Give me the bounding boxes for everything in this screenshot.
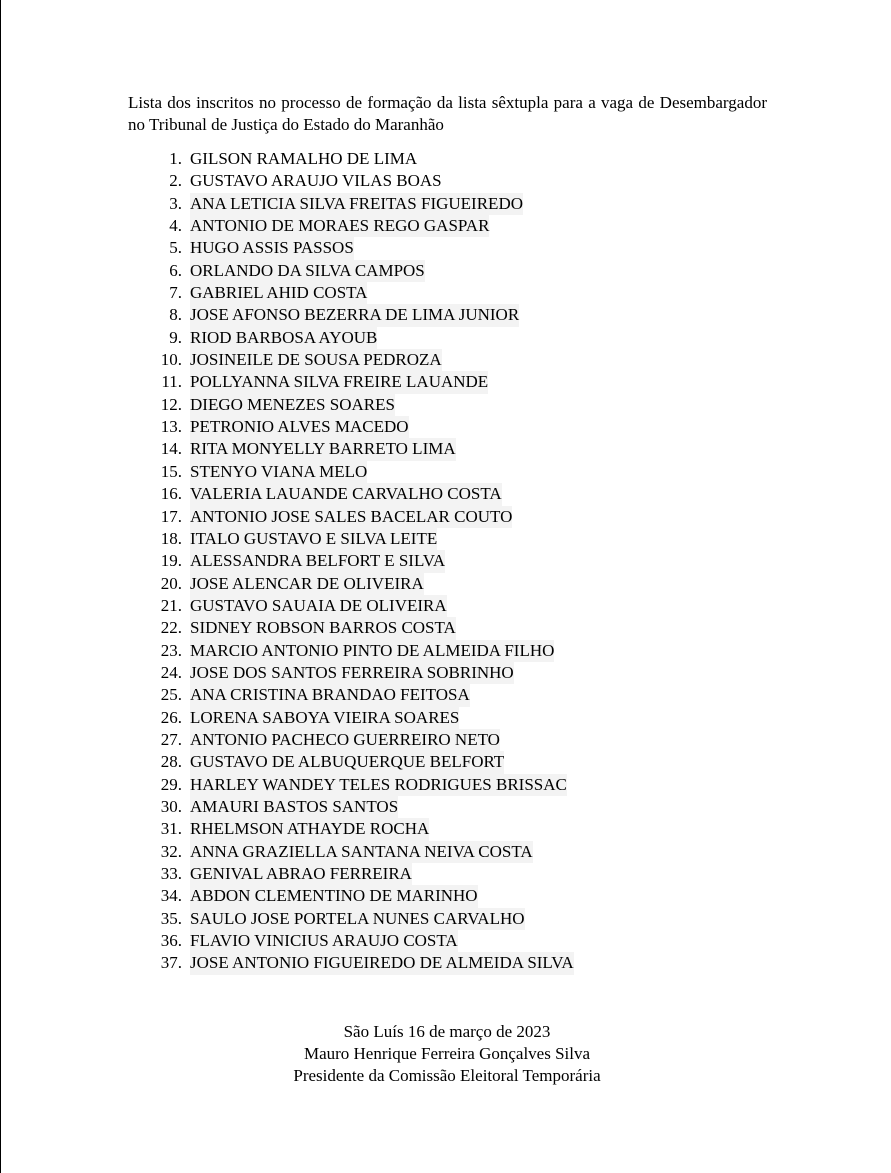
list-item-number: 5.	[169, 238, 182, 258]
candidate-name: JOSE AFONSO BEZERRA DE LIMA JUNIOR	[190, 304, 519, 326]
list-item	[151, 930, 574, 952]
candidate-name: ANA CRISTINA BRANDAO FEITOSA	[190, 684, 470, 706]
candidate-name: LORENA SABOYA VIEIRA SOARES	[190, 707, 459, 729]
candidate-name: SIDNEY ROBSON BARROS COSTA	[190, 617, 456, 639]
candidate-name: JOSE ALENCAR DE OLIVEIRA	[190, 573, 424, 595]
list-item-number: 27.	[160, 729, 182, 749]
candidate-name: PETRONIO ALVES MACEDO	[190, 416, 409, 438]
list-item-number: 11.	[161, 372, 182, 392]
list-item	[151, 729, 574, 751]
candidate-name: ANTONIO PACHECO GUERREIRO NETO	[190, 729, 500, 751]
list-item	[151, 506, 574, 528]
list-item-number: 25.	[160, 685, 182, 705]
candidate-name: ITALO GUSTAVO E SILVA LEITE	[190, 528, 437, 550]
list-item	[151, 170, 574, 192]
list-item-number: 23.	[160, 640, 182, 660]
candidate-name: GABRIEL AHID COSTA	[190, 282, 367, 304]
list-item-number: 32.	[160, 841, 182, 861]
list-item	[151, 349, 574, 371]
candidate-name: RIOD BARBOSA AYOUB	[190, 327, 377, 349]
candidate-name: MARCIO ANTONIO PINTO DE ALMEIDA FILHO	[190, 640, 554, 662]
list-item	[151, 796, 574, 818]
list-item	[151, 528, 574, 550]
candidate-name: ANNA GRAZIELLA SANTANA NEIVA COSTA	[190, 841, 533, 863]
list-item-number: 34.	[160, 886, 182, 906]
candidate-name: STENYO VIANA MELO	[190, 461, 367, 483]
candidate-name: GENIVAL ABRAO FERREIRA	[190, 863, 412, 885]
list-item-number: 29.	[160, 774, 182, 794]
list-item-number: 13.	[160, 417, 182, 437]
list-item	[151, 282, 574, 304]
list-item-number: 17.	[160, 506, 182, 526]
list-item-number: 12.	[160, 394, 182, 414]
list-item	[151, 640, 574, 662]
list-item	[151, 260, 574, 282]
list-item	[151, 304, 574, 326]
candidate-name: RITA MONYELLY BARRETO LIMA	[190, 438, 456, 460]
list-item	[151, 707, 574, 729]
list-item	[151, 908, 574, 930]
list-item-number: 26.	[160, 707, 182, 727]
list-item	[151, 193, 574, 215]
list-item	[151, 371, 574, 393]
list-item-number: 21.	[160, 595, 182, 615]
intro-paragraph: Lista dos inscritos no processo de formação da lista sêxtupla para a vaga de Desembargador no Tribunal de Justiça do Estado do Maranhão	[128, 93, 767, 134]
list-item	[151, 394, 574, 416]
candidate-name: GUSTAVO DE ALBUQUERQUE BELFORT	[190, 751, 504, 773]
list-item-number: 35.	[160, 908, 182, 928]
list-item-number: 30.	[160, 796, 182, 816]
list-item-number: 33.	[160, 864, 182, 883]
candidate-name: JOSE DOS SANTOS FERREIRA SOBRINHO	[190, 662, 514, 684]
list-item-number: 8.	[169, 305, 182, 325]
candidate-name: VALERIA LAUANDE CARVALHO COSTA	[190, 483, 502, 505]
signature-block	[201, 1021, 693, 1087]
list-item-number: 16.	[160, 484, 182, 504]
candidate-name: POLLYANNA SILVA FREIRE LAUANDE	[190, 371, 488, 393]
candidate-name: ANA LETICIA SILVA FREITAS FIGUEIREDO	[190, 193, 523, 215]
list-item-number: 1.	[169, 149, 182, 168]
list-item	[151, 550, 574, 572]
list-item	[151, 818, 574, 840]
list-item-number: 20.	[160, 573, 182, 593]
list-item-number: 2.	[169, 171, 182, 191]
list-item-number: 7.	[169, 283, 182, 303]
list-item-number: 22.	[160, 618, 182, 638]
list-item-number: 6.	[169, 260, 182, 280]
list-item-number: 9.	[169, 327, 182, 347]
list-item	[151, 461, 574, 483]
list-item	[151, 863, 574, 885]
date-line: São Luís 16 de março de 2023	[343, 1022, 551, 1041]
list-item	[151, 885, 574, 907]
list-item	[151, 952, 574, 974]
candidate-name: AMAURI BASTOS SANTOS	[190, 796, 398, 818]
candidate-name: ALESSANDRA BELFORT E SILVA	[190, 550, 445, 572]
list-item-number: 19.	[160, 551, 182, 571]
list-item	[151, 215, 574, 237]
list-item-number: 18.	[160, 528, 182, 548]
list-item	[151, 595, 574, 617]
list-item	[151, 662, 574, 684]
list-item	[151, 148, 574, 170]
list-item-number: 37.	[160, 953, 182, 973]
list-item-number: 31.	[160, 819, 182, 839]
list-item-number: 24.	[160, 662, 182, 682]
list-item	[151, 237, 574, 259]
list-item	[151, 841, 574, 863]
candidate-name: HARLEY WANDEY TELES RODRIGUES BRISSAC	[190, 774, 567, 796]
list-item-number: 3.	[169, 193, 182, 213]
candidate-name: GUSTAVO SAUAIA DE OLIVEIRA	[190, 595, 447, 617]
list-item-number: 15.	[160, 461, 182, 481]
candidate-name: FLAVIO VINICIUS ARAUJO COSTA	[190, 930, 458, 952]
list-item-number: 4.	[169, 216, 182, 236]
candidate-name: ANTONIO JOSE SALES BACELAR COUTO	[190, 506, 512, 528]
list-item	[151, 684, 574, 706]
list-item-number: 10.	[160, 350, 182, 370]
candidate-name: JOSINEILE DE SOUSA PEDROZA	[190, 349, 442, 371]
signatory-role: Presidente da Comissão Eleitoral Temporária	[293, 1066, 601, 1085]
list-item	[151, 573, 574, 595]
list-item-number: 28.	[160, 752, 182, 772]
list-item	[151, 327, 574, 349]
list-item	[151, 483, 574, 505]
candidate-list	[151, 148, 574, 975]
candidate-name: HUGO ASSIS PASSOS	[190, 237, 354, 259]
candidate-name: ABDON CLEMENTINO DE MARINHO	[190, 885, 478, 907]
list-item	[151, 438, 574, 460]
candidate-name: DIEGO MENEZES SOARES	[190, 394, 395, 416]
list-item	[151, 416, 574, 438]
candidate-name: GUSTAVO ARAUJO VILAS BOAS	[190, 171, 442, 191]
list-item	[151, 617, 574, 639]
candidate-name: RHELMSON ATHAYDE ROCHA	[190, 818, 429, 840]
candidate-name: JOSE ANTONIO FIGUEIREDO DE ALMEIDA SILVA	[190, 952, 574, 974]
candidate-name: GILSON RAMALHO DE LIMA	[190, 149, 418, 168]
list-item-number: 36.	[160, 931, 182, 951]
signatory-name: Mauro Henrique Ferreira Gonçalves Silva	[303, 1044, 591, 1063]
list-item	[151, 774, 574, 796]
candidate-name: SAULO JOSE PORTELA NUNES CARVALHO	[190, 908, 525, 930]
candidate-name: ORLANDO DA SILVA CAMPOS	[190, 260, 425, 282]
list-item	[151, 751, 574, 773]
candidate-name: ANTONIO DE MORAES REGO GASPAR	[190, 215, 489, 237]
list-item-number: 14.	[160, 439, 182, 459]
